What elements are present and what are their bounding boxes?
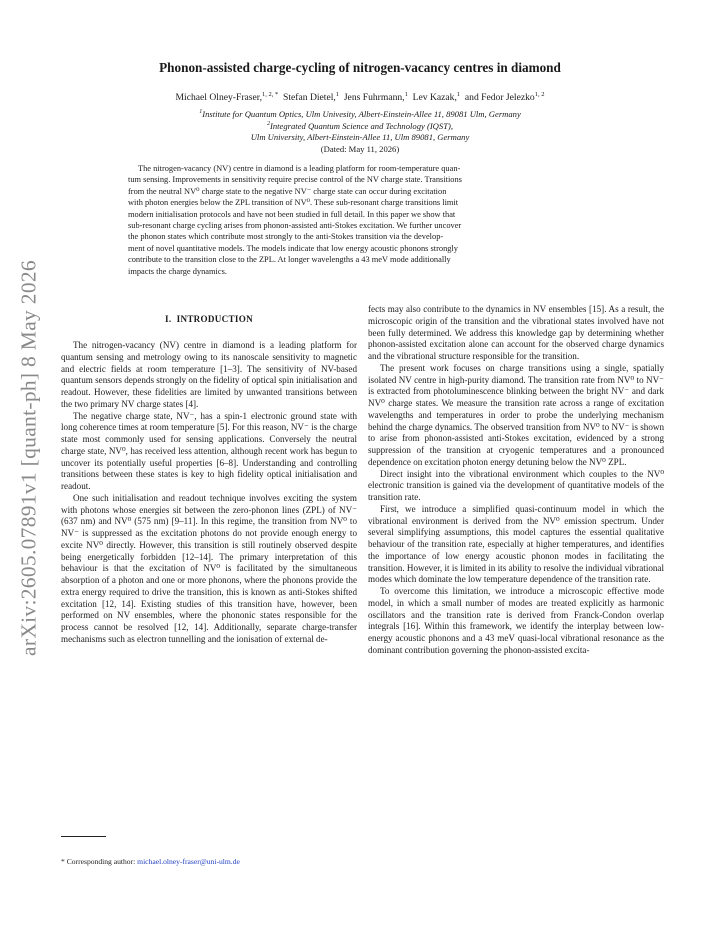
paragraph: One such initialisation and readout technique involves exciting the system with photons whose energies sit between the zero-phonon lines (ZPL) of NV⁻ (637 nm) and NV⁰ (575 nm) [9–11]. In this regime, the transition from NV⁰ to NV⁻ is suppressed as the excitation photons do not provide enough energy to excite NV⁰ directly. However, this transition is still routinely observed despite being energetically forbidden [12–14]. The primary interpretation of this behaviour is that the excitation of NV⁰ is facilitated by the simultaneous absorption of a photon and one or more phonons, where the phonons provide the extra energy required to drive the transition, this is known as anti-Stokes shifted excitation [12, 14]. Existing studies of this transition have, however, been performed on NV ensembles, where the phononic states responsible for the process cannot be resolved [12, 14]. Additionally, separate charge-transfer mechanisms such as electron tunnelling and the ionisation of external de- [61, 492, 357, 644]
author: and Fedor Jelezko$^{1, 2}$ [464, 90, 545, 103]
affiliation-2: $^2$Integrated Quantum Science and Technology (IQST), [267, 120, 453, 131]
paragraph: To overcome this limitation, we introduce a microscopic effective mode model, in which a small number of modes are treated explicitly as harmonic oscillators and the transition rate is derived from Franck-Condon overlap integrals [16]. Within this framework, we identify the interplay between low-energy acoustic phonons and a 43 meV quasi-local vibrational resonance as the dominant contribution governing the phonon-assisted excita- [368, 586, 664, 655]
paragraph: Direct insight into the vibrational environment which couples to the NV⁰ electronic transition is gained via the development of quantitative models of the transition rate. [368, 468, 664, 502]
paragraph: The present work focuses on charge transitions using a single, spatially isolated NV centre in high-purity diamond. The transition rate from NV⁰ to NV⁻ is extracted from photoluminescence blinking between the bright NV⁻ and dark NV⁰ charge states. We measure the transition rate across a range of excitation wavelengths and temperatures in order to probe the underlying mechanism behind the charge dynamics. The observed transition from NV⁰ to NV⁻ is shown to arise from phonon-assisted anti-Stokes excitation, evidenced by a strong suppression of the transition at cryogenic temperatures and a pronounced dependence on excitation photon energy detuning below the NV⁰ ZPL. [368, 362, 664, 467]
left-column [61, 340, 357, 646]
author: Stefan Dietel,$^1$ [283, 90, 340, 103]
paper-title: Phonon-assisted charge-cycling of nitrogen-vacancy centres in diamond [159, 60, 561, 75]
section-heading: I. INTRODUCTION [165, 314, 253, 324]
paragraph: The negative charge state, NV⁻, has a spin-1 electronic ground state with long coherence times at room temperature [5]. For this reason, NV⁻ is the charge state most commonly used for sensing applications. Conversely the neutral charge state, NV⁰, has received less attention, although recent work has begun to uncover its potentially useful properties [6–8]. Understanding and controlling transitions between these states is key to high fidelity optical initialisation and readout. [61, 410, 357, 491]
date-line: (Dated: May 11, 2026) [320, 144, 400, 154]
affiliation-2-cont: Ulm University, Albert-Einstein-Allee 11, Ulm 89081, Germany [250, 132, 470, 143]
arxiv-id: arXiv:2605.07891v1 [quant-ph] 8 May 2026 [16, 260, 41, 656]
abstract: The nitrogen-vacancy (NV) centre in diamond is a leading platform for room-temperature quan- tum sensing. Improvements in sensitivity require precise control of the NV charge state. Transitions from the neutral NV⁰ charge state to the negative NV⁻ charge state can occur during excitation with photon energies below the ZPL transition of NV⁰. These sub-resonant charge transitions limit modern initialisation protocols and have not been studied in full detail. In this paper we show that sub-resonant charge cycling arises from phonon-assisted anti-Stokes excitation. We further uncover the phonon states which contribute most strongly to the anti-Stokes transition via the develop- ment of novel quantitative models. The models indicate that low energy acoustic phonons strongly contribute to the transition close to the ZPL. At longer wavelengths a 43 meV mode additionally impacts the charge dynamics. [128, 164, 462, 276]
affiliations [60, 109, 660, 144]
footnote: * Corresponding author: michael.olney-fraser@uni-ulm.de [61, 857, 240, 866]
paragraph: The nitrogen-vacancy (NV) centre in diamond is a leading platform for quantum sensing and metrology owing to its nanoscale sensitivity to magnetic and electric fields at room temperature [1–3]. The sensitivity of NV-based quantum sensors depends strongly on the fidelity of optical spin initialisation and readout. However, these fidelities are limited by unwanted transitions between the two primary NV charge states [4]. [61, 340, 357, 409]
author: Lev Kazak,$^1$ [412, 90, 461, 103]
paragraph: First, we introduce a simplified quasi-continuum model in which the vibrational environment is derived from the NV⁰ emission spectrum. Under several simplifying assumptions, this model captures the essential qualitative behaviour of the transition rate, especially at higher temperatures, and identifies the importance of low energy acoustic phonon modes in facilitating the transition. However, it is limited in its ability to resolve the individual vibrational modes which dominate the low temperature dependence of the transition rate. [368, 503, 664, 585]
author-list [60, 92, 660, 103]
right-column [368, 304, 664, 657]
arxiv-stamp [14, 248, 44, 668]
email-link[interactable]: michael.olney-fraser@uni-ulm.de [137, 857, 240, 866]
paragraph: fects may also contribute to the dynamics in NV ensembles [15]. As a result, the microscopic origin of the transition and the vibrational states involved have not been fully determined. We address this knowledge gap by determining whether phonon-assisted excitation alone can account for the observed charge dynamics and the vibrational structure responsible for the transition. [368, 304, 664, 361]
affiliation-1: $^1$Institute for Quantum Optics, Ulm Univesity, Albert-Einstein-Allee 11, 89081 Ulm, Germany [199, 109, 521, 119]
footnote-rule [61, 836, 106, 837]
author: Michael Olney-Fraser,$^{1, 2, *}$ [175, 90, 279, 103]
author: Jens Fuhrmann,$^1$ [343, 90, 408, 103]
